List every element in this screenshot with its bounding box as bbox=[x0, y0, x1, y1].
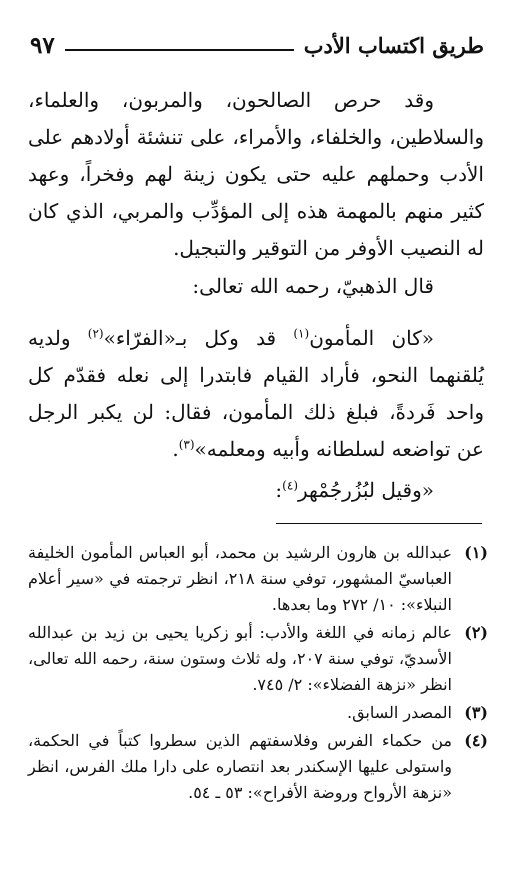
quote2-text-part-a: «وقيل لبُزُرجُمْهر bbox=[298, 478, 434, 502]
footnote-separator bbox=[276, 523, 482, 524]
page-number: ٩٧ bbox=[30, 31, 55, 59]
running-head-title: طريق اكتساب الأدب bbox=[303, 32, 484, 58]
footnote-text: عبدالله بن هارون الرشيد بن محمد، أبو العباس المأمون الخليفة العباسيّ المشهور، توفي سنة ٢١٨، انظر ترجمته في «سير أعلام النبلاء»: ١٠/ ٢٧٢ وما بعدها. bbox=[28, 543, 452, 614]
attribution-text: قال الذهبيّ، رحمه الله تعالى: bbox=[192, 274, 434, 298]
paragraph-quote-2 bbox=[28, 472, 484, 509]
quote-text-part-b: قد وكل بـ«الفرّاء» bbox=[103, 326, 294, 350]
footnote-number: (٢) bbox=[464, 623, 488, 642]
footnote-number: (٤) bbox=[464, 731, 488, 750]
running-head bbox=[30, 30, 484, 60]
footnote-ref-4[interactable]: (٤) bbox=[282, 478, 298, 493]
footnote-number: (١) bbox=[464, 543, 488, 562]
footnote-item bbox=[28, 620, 488, 698]
paragraph-intro-text: وقد حرص الصالحون، والمربون، والعلماء، والسلاطين، والخلفاء، والأمراء، على تنشئة أولادهم على الأدب وحملهم عليه حتى يكون زينة لهم وفخراً، وعهد كثير منهم بالمهمة هذه إلى المؤدِّب والمربي، الذي كان له النصيب الأوفر من التوقير والتبجيل. bbox=[28, 88, 484, 260]
footnote-ref-1[interactable]: (١) bbox=[293, 326, 310, 341]
quote-text-part-d: . bbox=[172, 437, 179, 461]
footnote-text: عالم زمانه في اللغة والأدب: أبو زكريا يحيى بن زيد بن عبدالله الأسديّ، توفي سنة ٢٠٧، وله ثلاث وستون سنة، رحمه الله تعالى، انظر «نزهة الفضلاء»: ٢/ ٧٤٥. bbox=[28, 623, 452, 694]
quote-text-part-c: ولديه يُلقنهما النحو، فأراد القيام فابتدرا إلى نعله فقدّم كل واحد فَردةً، فبلغ ذلك المأمون، فقال: لن يكبر الرجل عن تواضعه لسلطانه وأبيه ومعلمه» bbox=[28, 326, 484, 461]
footnote-item bbox=[28, 728, 488, 806]
footnote-text: المصدر السابق. bbox=[346, 703, 452, 722]
footnote-ref-3[interactable]: (٣) bbox=[178, 437, 195, 452]
running-head-rule bbox=[65, 49, 294, 51]
quote-text-part-a: «كان المأمون bbox=[309, 326, 434, 350]
paragraph-attribution bbox=[28, 268, 484, 305]
footnote-item bbox=[28, 700, 488, 726]
footnote-text: من حكماء الفرس وفلاسفتهم الذين سطروا كتباً في الحكمة، واستولى عليها الإسكندر بعد انتصاره على دارا ملك الفرس، انظر «نزهة الأرواح وروضة الأفراح»: ٥٣ ـ ٥٤. bbox=[28, 731, 452, 802]
footnotes bbox=[28, 540, 488, 808]
footnote-item bbox=[28, 540, 488, 618]
quote2-text-part-b: : bbox=[275, 478, 283, 502]
footnote-number: (٣) bbox=[464, 703, 488, 722]
footnote-ref-2[interactable]: (٢) bbox=[87, 326, 104, 341]
paragraph-quote bbox=[28, 320, 484, 468]
paragraph-intro bbox=[28, 82, 484, 267]
